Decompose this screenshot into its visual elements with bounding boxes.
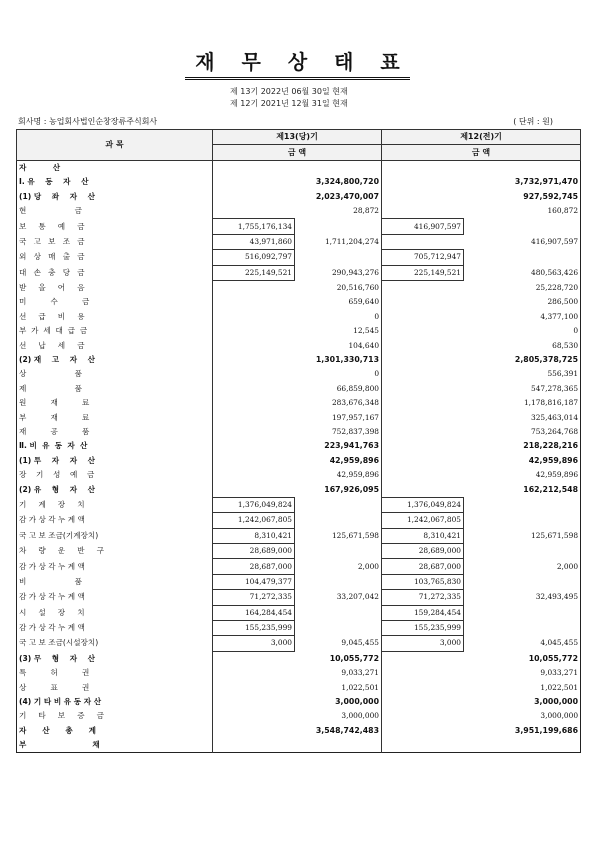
sub-amount-prior: [382, 367, 464, 381]
amount-current: [295, 738, 382, 753]
amount-current: 283,676,348: [295, 396, 382, 410]
amount-prior: 753,264,768: [531, 427, 579, 436]
amount-prior: 32,493,495: [535, 592, 579, 602]
sub-amount-prior: [382, 295, 464, 309]
title-text: 재 무 상 태 표: [185, 46, 409, 80]
account-label: 차 량 운 반 구: [19, 546, 104, 556]
amount-current: 752,837,398: [295, 425, 382, 439]
balance-sheet-table: [16, 129, 581, 753]
account-label: 국 고 보 조금(시설장치): [19, 638, 99, 648]
account-name: [17, 590, 213, 605]
sub-amount-current: [213, 175, 295, 189]
table-row: [17, 234, 581, 249]
amount-prior: 416,907,597: [531, 236, 579, 246]
amount-prior: [464, 513, 581, 528]
amount-current: [295, 219, 382, 234]
sub-amount-prior: [382, 338, 464, 352]
header-prior-period: 제12(전)기: [382, 130, 581, 145]
account-name: [17, 574, 213, 589]
sub-amount-prior: [382, 353, 464, 367]
account-label: 제 품: [19, 383, 82, 393]
table-row: [17, 338, 581, 352]
amount-current: 1,022,501: [295, 680, 382, 694]
table-body: [17, 160, 581, 753]
sub-amount-prior: [382, 468, 464, 482]
account-label: 현 금: [19, 206, 82, 216]
table-row: [17, 724, 581, 738]
account-name: [17, 482, 213, 497]
sub-amount-current: [213, 724, 295, 738]
amount-prior: 25,228,720: [535, 282, 579, 292]
table-row: [17, 382, 581, 396]
amount-prior: 2,000: [556, 561, 579, 571]
header-amount-prior: 금 액: [382, 145, 581, 160]
account-name: [17, 410, 213, 424]
amount-prior: [464, 250, 581, 265]
table-row: [17, 160, 581, 175]
amount-current: [295, 574, 382, 589]
sub-amount-current: [213, 695, 295, 709]
account-name: [17, 528, 213, 543]
amount-current: 290,943,276: [295, 265, 382, 280]
amount-prior: 125,671,598: [531, 530, 579, 540]
amount-prior: 325,463,014: [531, 412, 579, 422]
sub-amount-current: [213, 709, 295, 723]
account-name: [17, 324, 213, 338]
period-prior: 제 12기 2021년 12월 31일 현재: [230, 99, 348, 108]
sub-amount-current: [213, 160, 295, 175]
amount-prior: 286,500: [547, 297, 579, 307]
account-label: (2) 유 형 자 산: [19, 484, 95, 494]
sub-amount-current: 516,092,797: [213, 250, 295, 265]
table-row: [17, 410, 581, 424]
sub-amount-prior: [382, 425, 464, 439]
amount-prior: [464, 219, 581, 234]
table-row: [17, 497, 581, 512]
account-label: 부 가 세 대 급 금: [19, 326, 88, 336]
amount-current: 20,516,760: [295, 280, 382, 295]
table-row: [17, 175, 581, 189]
sub-amount-prior: 1,376,049,824: [382, 497, 464, 512]
amount-prior: 3,000,000: [534, 697, 579, 707]
account-name: [17, 160, 213, 175]
account-name: [17, 265, 213, 280]
unit-label: ( 단위 : 원): [513, 117, 553, 126]
sub-amount-prior: [382, 160, 464, 175]
sub-amount-current: 1,376,049,824: [213, 497, 295, 512]
amount-prior: 3,951,199,686: [514, 725, 579, 735]
table-row: [17, 219, 581, 234]
header-current-period: 제13(당)기: [213, 130, 382, 145]
account-label: 국 고 보 조 금: [19, 236, 85, 246]
amount-prior: 10,055,772: [528, 653, 579, 663]
sub-amount-prior: [382, 439, 464, 453]
amount-prior: 42,959,896: [535, 470, 579, 480]
table-row: [17, 590, 581, 605]
table-row: [17, 559, 581, 574]
account-label: 시 설 장 치: [19, 607, 85, 617]
account-label: 감 가 상 각 누 계 액: [19, 623, 85, 633]
sub-amount-prior: [382, 738, 464, 753]
amount-current: 223,941,763: [295, 439, 382, 453]
table-row: [17, 454, 581, 468]
sub-amount-prior: [382, 324, 464, 338]
sub-amount-current: [213, 666, 295, 680]
amount-prior: 3,000,000: [540, 711, 579, 721]
amount-current: 10,055,772: [295, 651, 382, 666]
amount-prior: 9,033,271: [540, 668, 579, 678]
amount-current: 28,872: [295, 204, 382, 219]
sub-amount-prior: [382, 175, 464, 189]
amount-prior: 160,872: [547, 206, 579, 216]
amount-current: [295, 513, 382, 528]
amount-prior: 162,212,548: [523, 484, 579, 494]
sub-amount-current: 225,149,521: [213, 265, 295, 280]
amount-prior: 0: [573, 326, 579, 336]
amount-prior: [464, 605, 581, 620]
account-label: 특 허 권: [19, 668, 90, 678]
account-label: 상 표 권: [19, 682, 90, 692]
table-row: [17, 367, 581, 381]
account-label: 외 상 매 출 금: [19, 252, 85, 262]
table-row: [17, 543, 581, 558]
account-name: [17, 666, 213, 680]
sub-amount-current: [213, 468, 295, 482]
sub-amount-current: 1,755,176,134: [213, 219, 295, 234]
sub-amount-prior: 8,310,421: [382, 528, 464, 543]
amount-current: 1,301,330,713: [295, 353, 382, 367]
sub-amount-current: [213, 367, 295, 381]
account-name: [17, 204, 213, 219]
account-label: 기 타 보 증 금: [19, 711, 104, 721]
account-name: [17, 724, 213, 738]
sub-amount-prior: [382, 482, 464, 497]
table-row: [17, 190, 581, 204]
sub-amount-prior: 71,272,335: [382, 590, 464, 605]
sub-amount-prior: 225,149,521: [382, 265, 464, 280]
account-name: [17, 190, 213, 204]
table-row: [17, 620, 581, 635]
sub-amount-current: 28,689,000: [213, 543, 295, 558]
sub-amount-prior: 28,689,000: [382, 543, 464, 558]
account-name: [17, 367, 213, 381]
sub-amount-current: [213, 651, 295, 666]
amount-prior: [464, 574, 581, 589]
table-row: [17, 295, 581, 309]
sub-amount-prior: [382, 666, 464, 680]
account-name: [17, 513, 213, 528]
table-row: [17, 324, 581, 338]
amount-prior: 3,732,971,470: [514, 177, 579, 187]
company-name: 회사명 : 농업회사법인순창장류주식회사: [18, 117, 158, 126]
account-label: 감 가 상 각 누 계 액: [19, 561, 85, 571]
amount-current: 3,000,000: [295, 709, 382, 723]
table-row: [17, 738, 581, 753]
sub-amount-current: [213, 738, 295, 753]
account-name: [17, 454, 213, 468]
account-name: [17, 439, 213, 453]
amount-current: 9,033,271: [295, 666, 382, 680]
table-row: [17, 528, 581, 543]
sub-amount-current: 3,000: [213, 636, 295, 651]
amount-prior: 1,022,501: [540, 682, 579, 692]
sub-amount-prior: 3,000: [382, 636, 464, 651]
amount-prior: 556,391: [547, 369, 579, 379]
amount-prior: 4,045,455: [540, 638, 579, 648]
header-amount-current: 금 액: [213, 145, 382, 160]
table-row: [17, 439, 581, 453]
account-label: (2) 재 고 자 산: [19, 355, 95, 365]
account-label: 부 재 료: [19, 412, 90, 422]
amount-current: 125,671,598: [295, 528, 382, 543]
sub-amount-prior: [382, 410, 464, 424]
sub-amount-prior: 705,712,947: [382, 250, 464, 265]
table-row: [17, 425, 581, 439]
account-name: [17, 559, 213, 574]
amount-current: 3,000,000: [295, 695, 382, 709]
sub-amount-prior: [382, 724, 464, 738]
sub-amount-current: [213, 204, 295, 219]
amount-current: [295, 250, 382, 265]
account-label: 감 가 상 각 누 계 액: [19, 592, 85, 602]
account-name: [17, 234, 213, 249]
sub-amount-current: [213, 454, 295, 468]
account-name: [17, 738, 213, 753]
amount-current: 42,959,896: [295, 454, 382, 468]
sub-amount-current: [213, 382, 295, 396]
amount-current: 197,957,167: [295, 410, 382, 424]
account-label: 대 손 충 당 금: [19, 267, 85, 277]
document-title: [0, 46, 595, 80]
amount-current: 659,640: [295, 295, 382, 309]
sub-amount-current: 71,272,335: [213, 590, 295, 605]
amount-prior: [464, 738, 581, 753]
account-label: 보 통 예 금: [19, 221, 85, 231]
amount-current: [295, 160, 382, 175]
sub-amount-current: [213, 410, 295, 424]
amount-current: 12,545: [295, 324, 382, 338]
table-row: [17, 680, 581, 694]
amount-prior: [464, 497, 581, 512]
sub-amount-current: [213, 353, 295, 367]
account-label: 받 을 어 음: [19, 282, 85, 292]
amount-prior: 218,228,216: [523, 441, 579, 451]
account-label: (1) 당 좌 자 산: [19, 191, 95, 201]
account-name: [17, 709, 213, 723]
sub-amount-prior: [382, 382, 464, 396]
sub-amount-current: 1,242,067,805: [213, 513, 295, 528]
account-label: 기 계 장 치: [19, 499, 85, 509]
amount-current: [295, 620, 382, 635]
account-name: [17, 636, 213, 651]
table-row: [17, 666, 581, 680]
account-label: 국 고 보 조금(기계장치): [19, 530, 99, 540]
account-name: [17, 468, 213, 482]
sub-amount-prior: [382, 204, 464, 219]
sub-amount-prior: [382, 234, 464, 249]
sub-amount-prior: 1,242,067,805: [382, 513, 464, 528]
sub-amount-current: [213, 680, 295, 694]
sub-amount-current: 164,284,454: [213, 605, 295, 620]
amount-current: 0: [295, 310, 382, 324]
sub-amount-prior: 103,765,830: [382, 574, 464, 589]
table-row: [17, 265, 581, 280]
account-name: [17, 620, 213, 635]
table-row: [17, 250, 581, 265]
amount-current: [295, 605, 382, 620]
amount-current: 42,959,896: [295, 468, 382, 482]
table-row: [17, 468, 581, 482]
amount-prior: 927,592,745: [523, 191, 579, 201]
account-label: Ⅱ. 비 유 동 자 산: [19, 441, 88, 451]
account-label: Ⅰ. 유 동 자 산: [19, 177, 89, 187]
table-row: [17, 482, 581, 497]
account-label: 원 재 료: [19, 398, 90, 408]
account-label: 비 품: [19, 576, 82, 586]
account-name: [17, 338, 213, 352]
table-row: [17, 353, 581, 367]
period-current: 제 13기 2022년 06월 30일 현재: [230, 87, 348, 96]
account-label: 상 품: [19, 369, 82, 379]
account-name: [17, 497, 213, 512]
account-label: 자 산 총 계: [19, 725, 96, 735]
sub-amount-prior: [382, 454, 464, 468]
account-name: [17, 680, 213, 694]
amount-current: 167,926,095: [295, 482, 382, 497]
sub-amount-current: 104,479,377: [213, 574, 295, 589]
sub-amount-prior: [382, 396, 464, 410]
sub-amount-current: 155,235,999: [213, 620, 295, 635]
sub-amount-prior: 155,235,999: [382, 620, 464, 635]
amount-prior: [464, 160, 581, 175]
sub-amount-prior: 416,907,597: [382, 219, 464, 234]
sub-amount-prior: 159,284,454: [382, 605, 464, 620]
account-label: 장 기 성 예 금: [19, 470, 95, 480]
amount-current: 9,045,455: [295, 636, 382, 651]
table-row: [17, 396, 581, 410]
sub-amount-current: [213, 280, 295, 295]
sub-amount-current: [213, 295, 295, 309]
amount-prior: [464, 620, 581, 635]
amount-prior: 42,959,896: [528, 455, 579, 465]
amount-current: 1,711,204,274: [295, 234, 382, 249]
sub-amount-current: [213, 310, 295, 324]
account-label: 선 납 세 금: [19, 340, 85, 350]
table-row: [17, 310, 581, 324]
amount-prior: [464, 543, 581, 558]
amount-current: 33,207,042: [295, 590, 382, 605]
amount-current: [295, 497, 382, 512]
account-label: 재 공 품: [19, 427, 90, 436]
account-name: [17, 250, 213, 265]
table-row: [17, 651, 581, 666]
sub-amount-prior: [382, 651, 464, 666]
account-label: 부 채: [19, 740, 100, 750]
sub-amount-prior: [382, 280, 464, 295]
amount-current: 3,324,800,720: [295, 175, 382, 189]
sub-amount-prior: [382, 310, 464, 324]
account-label: 자 산: [19, 162, 61, 172]
sub-amount-prior: [382, 680, 464, 694]
sub-amount-prior: [382, 709, 464, 723]
account-name: [17, 353, 213, 367]
table-row: [17, 695, 581, 709]
sub-amount-current: [213, 425, 295, 439]
sub-amount-current: [213, 396, 295, 410]
account-name: [17, 175, 213, 189]
account-name: [17, 382, 213, 396]
account-label: (4) 기 타 비 유 동 자 산: [19, 697, 102, 707]
account-name: [17, 695, 213, 709]
account-label: (3) 무 형 자 산: [19, 653, 95, 663]
amount-current: 66,859,800: [295, 382, 382, 396]
account-name: [17, 219, 213, 234]
amount-current: 2,023,470,007: [295, 190, 382, 204]
table-row: [17, 709, 581, 723]
amount-current: [295, 543, 382, 558]
table-row: [17, 605, 581, 620]
account-name: [17, 605, 213, 620]
sub-amount-prior: [382, 190, 464, 204]
amount-current: 3,548,742,483: [295, 724, 382, 738]
sub-amount-current: [213, 482, 295, 497]
table-row: [17, 636, 581, 651]
table-row: [17, 574, 581, 589]
account-name: [17, 651, 213, 666]
account-name: [17, 310, 213, 324]
account-label: 선 급 비 용: [19, 311, 85, 321]
sub-amount-current: [213, 190, 295, 204]
sub-amount-prior: [382, 695, 464, 709]
sub-amount-current: [213, 324, 295, 338]
sub-amount-current: [213, 338, 295, 352]
account-label: 미 수 금: [19, 297, 90, 307]
amount-current: 2,000: [295, 559, 382, 574]
account-name: [17, 425, 213, 439]
account-name: [17, 295, 213, 309]
sub-amount-current: 8,310,421: [213, 528, 295, 543]
amount-prior: 547,278,365: [531, 383, 579, 393]
sub-amount-current: [213, 439, 295, 453]
amount-prior: 480,563,426: [531, 267, 579, 277]
amount-prior: 1,178,816,187: [523, 398, 579, 408]
table-row: [17, 280, 581, 295]
amount-current: 104,640: [295, 338, 382, 352]
account-name: [17, 280, 213, 295]
sub-amount-current: 28,687,000: [213, 559, 295, 574]
amount-current: 0: [295, 367, 382, 381]
amount-prior: 4,377,100: [540, 311, 579, 321]
header-account: 과 목: [17, 130, 213, 161]
sub-amount-current: 43,971,860: [213, 234, 295, 249]
sub-amount-prior: 28,687,000: [382, 559, 464, 574]
amount-prior: 2,805,378,725: [514, 355, 579, 365]
table-row: [17, 204, 581, 219]
account-name: [17, 543, 213, 558]
table-row: [17, 513, 581, 528]
account-label: 감 가 상 각 누 계 액: [19, 515, 85, 525]
amount-prior: 68,530: [552, 340, 579, 350]
account-name: [17, 396, 213, 410]
account-label: (1) 투 자 자 산: [19, 455, 95, 465]
